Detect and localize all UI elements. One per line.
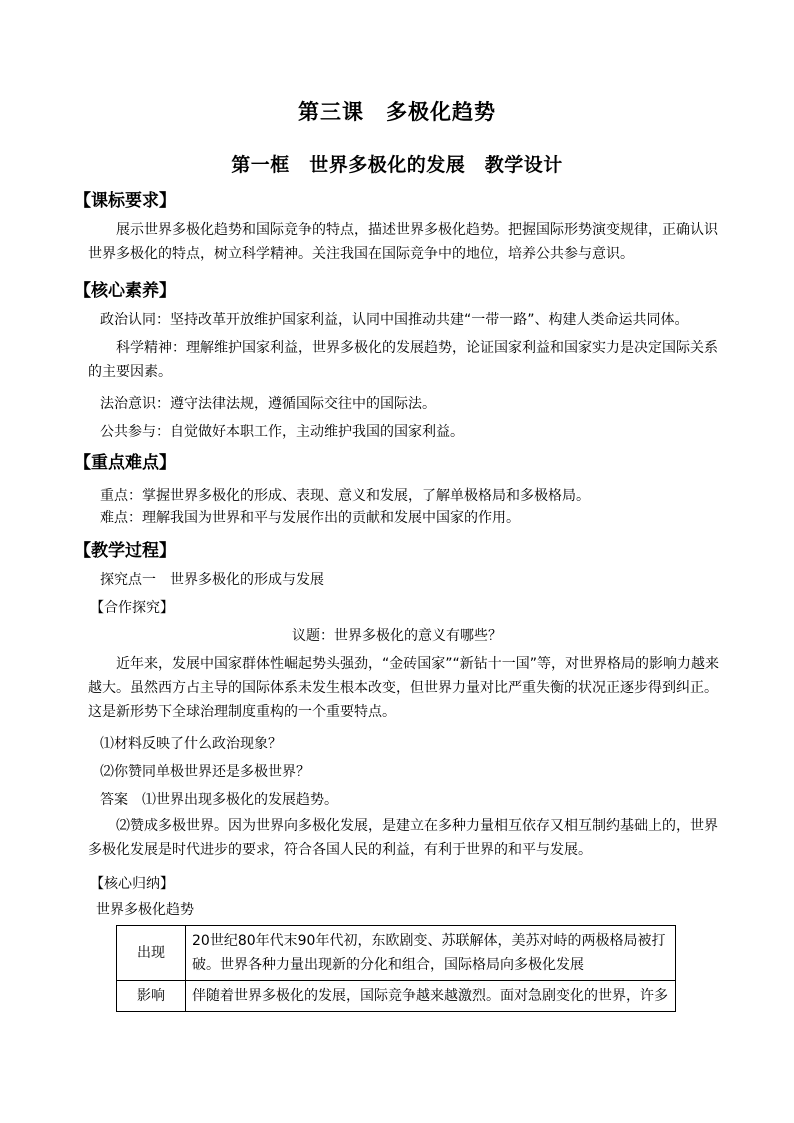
explore-point: 探究点一 世界多极化的形成与发展 bbox=[100, 572, 324, 588]
answer-1: 答案 ⑴世界出现多极化的发展趋势。 bbox=[100, 792, 338, 808]
table-cell-label: 影响 bbox=[117, 981, 186, 1012]
material-text: 近年来，发展中国家群体性崛起势头强劲，“金砖国家”“新钻十一国”等，对世界格局的影响力越来越大。虽然西方占主导的国际体系未发生根本改变，但世界力量对比严重失衡的状况正逐步得到纠正。这是新形势下全球治理制度重构的一个重要特点。 bbox=[88, 656, 720, 720]
keypoint-item: 重点：掌握世界多极化的形成、表现、意义和发展，了解单极格局和多极格局。 bbox=[100, 488, 590, 504]
table-cell-label: 出现 bbox=[117, 926, 186, 981]
summary-heading: 【核心归纳】 bbox=[90, 876, 174, 892]
question-1: ⑴材料反映了什么政治现象？ bbox=[100, 736, 282, 752]
table-cell-content: 伴随着世界多极化的发展，国际竞争越来越激烈。面对急剧变化的世界，许多 bbox=[186, 981, 676, 1012]
table-row bbox=[117, 926, 676, 981]
table-cell-content: 20世纪80年代末90年代初，东欧剧变、苏联解体，美苏对峙的两极格局被打破。世界各种力量出现新的分化和组合，国际格局向多极化发展 bbox=[186, 926, 676, 981]
keypoints-heading: 【重点难点】 bbox=[74, 453, 176, 473]
keypoint-item: 难点：理解我国为世界和平与发展作出的贡献和发展中国家的作用。 bbox=[100, 510, 520, 526]
question-2: ⑵你赞同单极世界还是多极世界？ bbox=[100, 764, 310, 780]
literacy-item: 科学精神：理解维护国家利益，世界多极化的发展趋势，论证国家利益和国家实力是决定国际关系的主要因素。 bbox=[88, 340, 718, 380]
topic: 议题：世界多极化的意义有哪些？ bbox=[292, 628, 502, 644]
table-row bbox=[117, 981, 676, 1012]
literacy-heading: 【核心素养】 bbox=[74, 281, 176, 301]
answer-2: ⑵赞成多极世界。因为世界向多极化发展，是建立在多种力量相互依存又相互制约基础上的，世界多极化发展是时代进步的要求，符合各国人民的利益，有利于世界的和平与发展。 bbox=[88, 818, 718, 858]
process-heading: 【教学过程】 bbox=[74, 541, 176, 561]
curriculum-text: 展示世界多极化趋势和国际竞争的特点，描述世界多极化趋势。把握国际形势演变规律，正确认识世界多极化的特点，树立科学精神。关注我国在国际竞争中的地位，培养公共参与意识。 bbox=[88, 222, 718, 262]
literacy-item: 政治认同：坚持改革开放维护国家利益，认同中国推动共建“一带一路”、构建人类命运共同体。 bbox=[100, 312, 689, 328]
curriculum-heading: 【课标要求】 bbox=[74, 191, 176, 211]
lesson-title: 第三课 多极化趋势 bbox=[298, 100, 496, 124]
summary-table bbox=[116, 925, 676, 1012]
coop-heading: 【合作探究】 bbox=[90, 600, 174, 616]
lesson-subtitle: 第一框 世界多极化的发展 教学设计 bbox=[231, 154, 563, 176]
literacy-item: 法治意识：遵守法律法规，遵循国际交往中的国际法。 bbox=[100, 396, 436, 412]
literacy-item: 公共参与：自觉做好本职工作，主动维护我国的国家利益。 bbox=[100, 424, 464, 440]
summary-title: 世界多极化趋势 bbox=[96, 902, 194, 918]
